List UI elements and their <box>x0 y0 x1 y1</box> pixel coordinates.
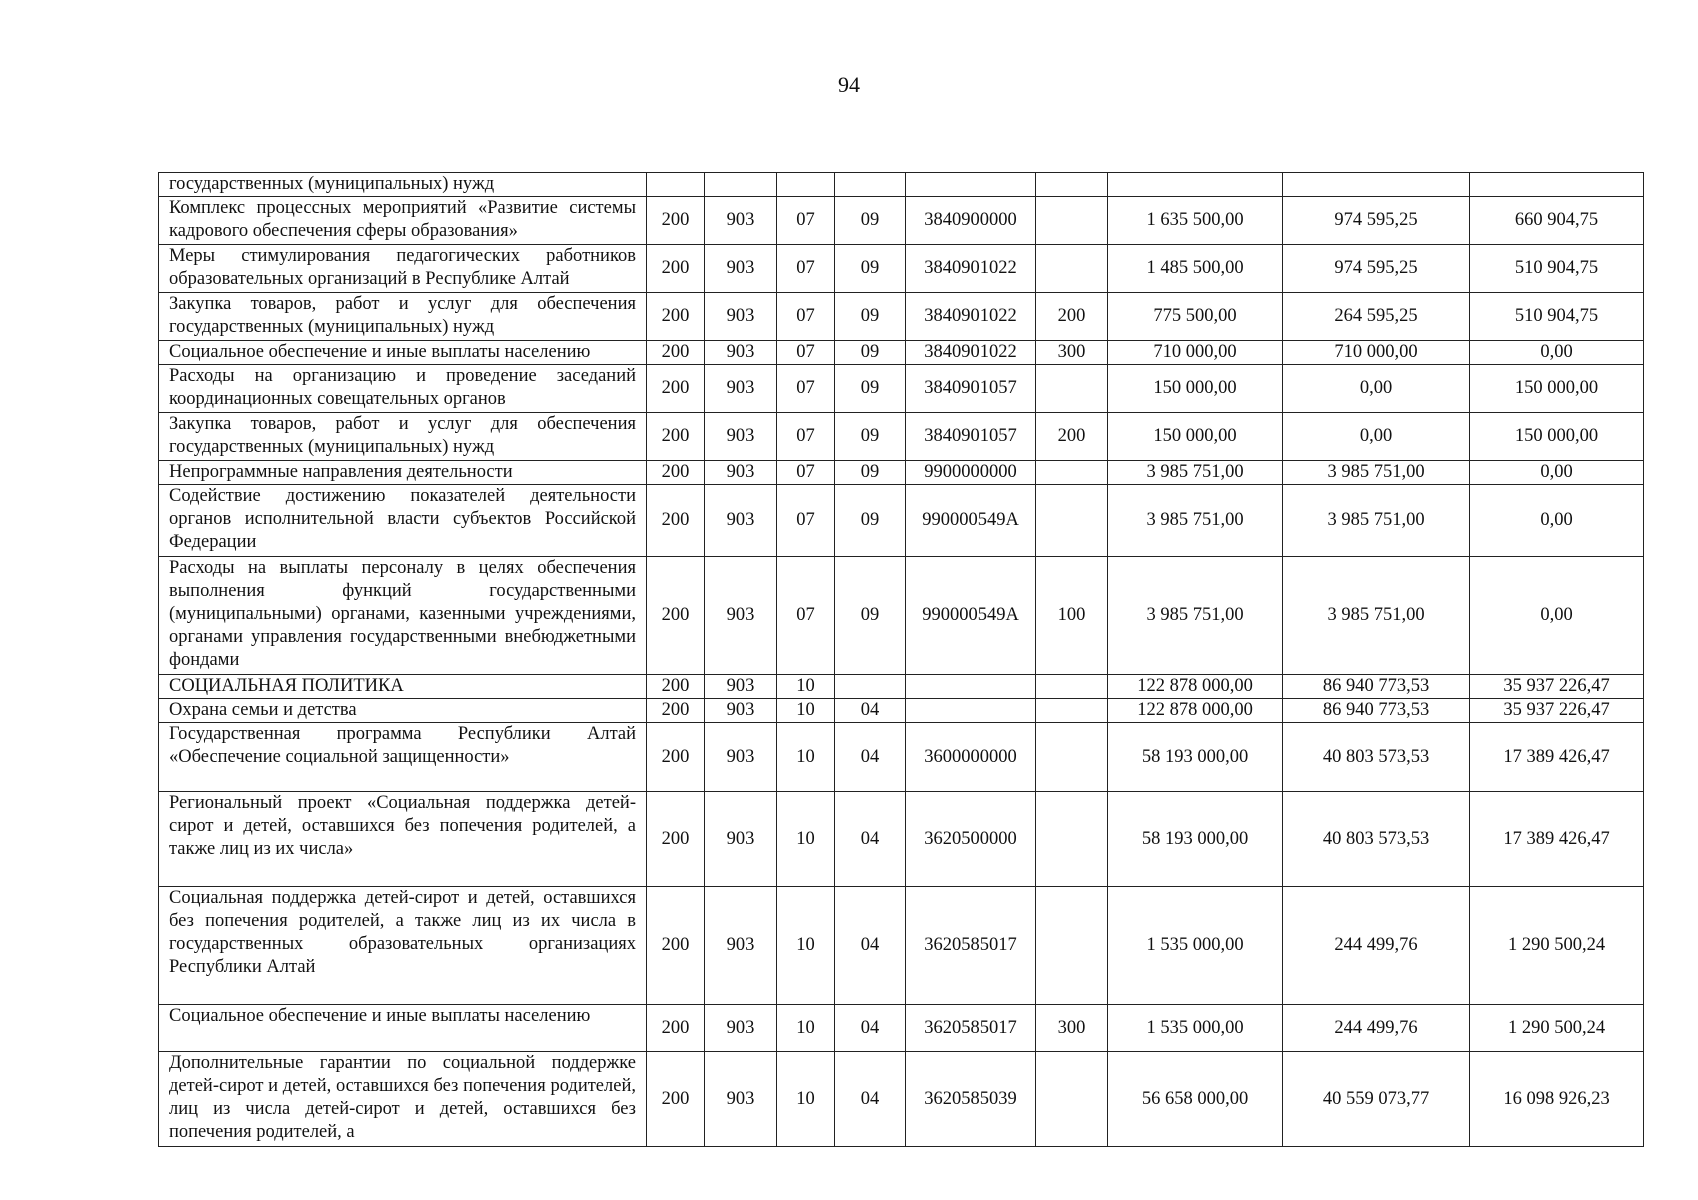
budget-table <box>158 172 1644 1147</box>
subchapter-cell <box>835 173 906 197</box>
table-body <box>159 173 1644 1147</box>
target-article-cell <box>906 173 1036 197</box>
chapter-cell: 10 <box>777 1005 835 1052</box>
subchapter-cell <box>835 675 906 699</box>
section-code-cell: 200 <box>647 485 705 557</box>
page-number: 94 <box>838 72 860 97</box>
subchapter-cell: 04 <box>835 1005 906 1052</box>
subchapter-cell: 09 <box>835 557 906 675</box>
ministry-code-cell: 903 <box>705 723 777 792</box>
remainder-amount-cell: 16 098 926,23 <box>1470 1052 1644 1147</box>
row-name-cell: Меры стимулирования педагогических работников образовательных организаций в Республике Алтай <box>159 245 647 293</box>
row-name-cell: Комплекс процессных мероприятий «Развитие системы кадрового обеспечения сферы образования» <box>159 197 647 245</box>
target-article-cell: 990000549А <box>906 557 1036 675</box>
plan-amount-cell: 150 000,00 <box>1108 365 1283 413</box>
target-article-cell: 3840900000 <box>906 197 1036 245</box>
subchapter-cell: 09 <box>835 365 906 413</box>
section-code-cell: 200 <box>647 1005 705 1052</box>
subchapter-cell: 04 <box>835 723 906 792</box>
remainder-amount-cell: 17 389 426,47 <box>1470 723 1644 792</box>
subchapter-cell: 04 <box>835 1052 906 1147</box>
expense-type-cell: 300 <box>1036 341 1108 365</box>
plan-amount-cell: 1 485 500,00 <box>1108 245 1283 293</box>
ministry-code-cell: 903 <box>705 245 777 293</box>
target-article-cell: 3840901057 <box>906 365 1036 413</box>
row-name-cell: государственных (муниципальных) нужд <box>159 173 647 197</box>
plan-amount-cell: 1 535 000,00 <box>1108 1005 1283 1052</box>
table-row <box>159 557 1644 675</box>
table-row <box>159 723 1644 792</box>
expense-type-cell <box>1036 792 1108 887</box>
table-row <box>159 173 1644 197</box>
ministry-code-cell: 903 <box>705 1052 777 1147</box>
table-row <box>159 485 1644 557</box>
remainder-amount-cell: 1 290 500,24 <box>1470 887 1644 1005</box>
subchapter-cell: 04 <box>835 699 906 723</box>
ministry-code-cell: 903 <box>705 461 777 485</box>
section-code-cell: 200 <box>647 461 705 485</box>
target-article-cell: 9900000000 <box>906 461 1036 485</box>
ministry-code-cell: 903 <box>705 365 777 413</box>
table-row <box>159 887 1644 1005</box>
ministry-code-cell: 903 <box>705 485 777 557</box>
row-name-cell: Расходы на организацию и проведение заседаний координационных совещательных органов <box>159 365 647 413</box>
remainder-amount-cell: 510 904,75 <box>1470 293 1644 341</box>
row-name-cell: Дополнительные гарантии по социальной поддержке детей-сирот и детей, оставшихся без попечения родителей, лиц из числа детей-сирот и детей, оставшихся без попечения родителей, а <box>159 1052 647 1147</box>
executed-amount-cell: 710 000,00 <box>1283 341 1470 365</box>
subchapter-cell: 09 <box>835 461 906 485</box>
ministry-code-cell: 903 <box>705 557 777 675</box>
table-row <box>159 675 1644 699</box>
section-code-cell: 200 <box>647 557 705 675</box>
table-row <box>159 197 1644 245</box>
chapter-cell: 07 <box>777 485 835 557</box>
subchapter-cell: 09 <box>835 197 906 245</box>
section-code-cell: 200 <box>647 413 705 461</box>
chapter-cell: 10 <box>777 792 835 887</box>
plan-amount-cell: 3 985 751,00 <box>1108 461 1283 485</box>
expense-type-cell <box>1036 675 1108 699</box>
remainder-amount-cell: 0,00 <box>1470 461 1644 485</box>
table-row <box>159 699 1644 723</box>
row-name-cell: СОЦИАЛЬНАЯ ПОЛИТИКА <box>159 675 647 699</box>
executed-amount-cell: 244 499,76 <box>1283 1005 1470 1052</box>
plan-amount-cell: 56 658 000,00 <box>1108 1052 1283 1147</box>
expense-type-cell <box>1036 485 1108 557</box>
plan-amount-cell: 710 000,00 <box>1108 341 1283 365</box>
executed-amount-cell: 86 940 773,53 <box>1283 699 1470 723</box>
plan-amount-cell: 122 878 000,00 <box>1108 699 1283 723</box>
section-code-cell: 200 <box>647 341 705 365</box>
expense-type-cell: 300 <box>1036 1005 1108 1052</box>
executed-amount-cell: 264 595,25 <box>1283 293 1470 341</box>
executed-amount-cell: 0,00 <box>1283 365 1470 413</box>
plan-amount-cell: 58 193 000,00 <box>1108 723 1283 792</box>
target-article-cell: 3620585017 <box>906 887 1036 1005</box>
ministry-code-cell: 903 <box>705 293 777 341</box>
section-code-cell: 200 <box>647 887 705 1005</box>
subchapter-cell: 09 <box>835 245 906 293</box>
executed-amount-cell: 3 985 751,00 <box>1283 485 1470 557</box>
ministry-code-cell: 903 <box>705 699 777 723</box>
chapter-cell: 10 <box>777 675 835 699</box>
ministry-code-cell: 903 <box>705 792 777 887</box>
target-article-cell: 3620500000 <box>906 792 1036 887</box>
remainder-amount-cell: 0,00 <box>1470 557 1644 675</box>
row-name-cell: Охрана семьи и детства <box>159 699 647 723</box>
table-row <box>159 1005 1644 1052</box>
subchapter-cell: 09 <box>835 485 906 557</box>
section-code-cell: 200 <box>647 1052 705 1147</box>
section-code-cell: 200 <box>647 293 705 341</box>
target-article-cell: 3840901057 <box>906 413 1036 461</box>
ministry-code-cell: 903 <box>705 1005 777 1052</box>
plan-amount-cell: 3 985 751,00 <box>1108 485 1283 557</box>
chapter-cell <box>777 173 835 197</box>
table-row <box>159 341 1644 365</box>
row-name-cell: Социальное обеспечение и иные выплаты населению <box>159 341 647 365</box>
remainder-amount-cell: 150 000,00 <box>1470 365 1644 413</box>
row-name-cell: Социальное обеспечение и иные выплаты населению <box>159 1005 647 1052</box>
table-row <box>159 413 1644 461</box>
remainder-amount-cell: 17 389 426,47 <box>1470 792 1644 887</box>
ministry-code-cell: 903 <box>705 887 777 1005</box>
expense-type-cell: 100 <box>1036 557 1108 675</box>
expense-type-cell <box>1036 365 1108 413</box>
section-code-cell: 200 <box>647 245 705 293</box>
executed-amount-cell: 0,00 <box>1283 413 1470 461</box>
target-article-cell: 990000549А <box>906 485 1036 557</box>
expense-type-cell <box>1036 887 1108 1005</box>
chapter-cell: 07 <box>777 245 835 293</box>
chapter-cell: 07 <box>777 341 835 365</box>
chapter-cell: 10 <box>777 699 835 723</box>
target-article-cell: 3620585017 <box>906 1005 1036 1052</box>
subchapter-cell: 09 <box>835 341 906 365</box>
row-name-cell: Содействие достижению показателей деятельности органов исполнительной власти субъектов Российской Федерации <box>159 485 647 557</box>
expense-type-cell <box>1036 461 1108 485</box>
section-code-cell: 200 <box>647 723 705 792</box>
executed-amount-cell: 40 803 573,53 <box>1283 723 1470 792</box>
executed-amount-cell: 3 985 751,00 <box>1283 557 1470 675</box>
subchapter-cell: 04 <box>835 887 906 1005</box>
section-code-cell <box>647 173 705 197</box>
target-article-cell <box>906 675 1036 699</box>
table-row <box>159 293 1644 341</box>
expense-type-cell <box>1036 1052 1108 1147</box>
table-row <box>159 1052 1644 1147</box>
plan-amount-cell: 1 635 500,00 <box>1108 197 1283 245</box>
table-row <box>159 365 1644 413</box>
target-article-cell <box>906 699 1036 723</box>
executed-amount-cell: 244 499,76 <box>1283 887 1470 1005</box>
expense-type-cell <box>1036 723 1108 792</box>
plan-amount-cell: 58 193 000,00 <box>1108 792 1283 887</box>
row-name-cell: Расходы на выплаты персоналу в целях обеспечения выполнения функций государственными (муниципальными) органами, казенными учреждениями, органами управления государственными внебюджетными фондами <box>159 557 647 675</box>
remainder-amount-cell: 35 937 226,47 <box>1470 675 1644 699</box>
chapter-cell: 07 <box>777 365 835 413</box>
section-code-cell: 200 <box>647 792 705 887</box>
subchapter-cell: 04 <box>835 792 906 887</box>
chapter-cell: 10 <box>777 1052 835 1147</box>
target-article-cell: 3840901022 <box>906 341 1036 365</box>
plan-amount-cell: 150 000,00 <box>1108 413 1283 461</box>
plan-amount-cell <box>1108 173 1283 197</box>
expense-type-cell: 200 <box>1036 413 1108 461</box>
expense-type-cell <box>1036 245 1108 293</box>
expense-type-cell: 200 <box>1036 293 1108 341</box>
row-name-cell: Закупка товаров, работ и услуг для обеспечения государственных (муниципальных) нужд <box>159 293 647 341</box>
section-code-cell: 200 <box>647 197 705 245</box>
target-article-cell: 3620585039 <box>906 1052 1036 1147</box>
remainder-amount-cell <box>1470 173 1644 197</box>
section-code-cell: 200 <box>647 675 705 699</box>
section-code-cell: 200 <box>647 365 705 413</box>
remainder-amount-cell: 510 904,75 <box>1470 245 1644 293</box>
row-name-cell: Социальная поддержка детей-сирот и детей, оставшихся без попечения родителей, а также лиц из их числа в государственных образовательных организациях Республики Алтай <box>159 887 647 1005</box>
row-name-cell: Закупка товаров, работ и услуг для обеспечения государственных (муниципальных) нужд <box>159 413 647 461</box>
executed-amount-cell: 40 559 073,77 <box>1283 1052 1470 1147</box>
executed-amount-cell <box>1283 173 1470 197</box>
section-code-cell: 200 <box>647 699 705 723</box>
executed-amount-cell: 3 985 751,00 <box>1283 461 1470 485</box>
expense-type-cell <box>1036 173 1108 197</box>
remainder-amount-cell: 1 290 500,24 <box>1470 1005 1644 1052</box>
plan-amount-cell: 775 500,00 <box>1108 293 1283 341</box>
ministry-code-cell: 903 <box>705 675 777 699</box>
ministry-code-cell: 903 <box>705 341 777 365</box>
chapter-cell: 10 <box>777 887 835 1005</box>
expense-type-cell <box>1036 699 1108 723</box>
table-row <box>159 792 1644 887</box>
executed-amount-cell: 974 595,25 <box>1283 245 1470 293</box>
remainder-amount-cell: 0,00 <box>1470 485 1644 557</box>
remainder-amount-cell: 0,00 <box>1470 341 1644 365</box>
remainder-amount-cell: 35 937 226,47 <box>1470 699 1644 723</box>
chapter-cell: 07 <box>777 413 835 461</box>
target-article-cell: 3840901022 <box>906 245 1036 293</box>
expense-type-cell <box>1036 197 1108 245</box>
plan-amount-cell: 122 878 000,00 <box>1108 675 1283 699</box>
chapter-cell: 07 <box>777 461 835 485</box>
remainder-amount-cell: 150 000,00 <box>1470 413 1644 461</box>
subchapter-cell: 09 <box>835 293 906 341</box>
target-article-cell: 3600000000 <box>906 723 1036 792</box>
row-name-cell: Региональный проект «Социальная поддержка детей-сирот и детей, оставшихся без попечения родителей, а также лиц из их числа» <box>159 792 647 887</box>
row-name-cell: Непрограммные направления деятельности <box>159 461 647 485</box>
table-row <box>159 245 1644 293</box>
chapter-cell: 07 <box>777 293 835 341</box>
chapter-cell: 10 <box>777 723 835 792</box>
table-row <box>159 461 1644 485</box>
ministry-code-cell: 903 <box>705 413 777 461</box>
executed-amount-cell: 40 803 573,53 <box>1283 792 1470 887</box>
plan-amount-cell: 3 985 751,00 <box>1108 557 1283 675</box>
plan-amount-cell: 1 535 000,00 <box>1108 887 1283 1005</box>
executed-amount-cell: 974 595,25 <box>1283 197 1470 245</box>
chapter-cell: 07 <box>777 557 835 675</box>
subchapter-cell: 09 <box>835 413 906 461</box>
remainder-amount-cell: 660 904,75 <box>1470 197 1644 245</box>
executed-amount-cell: 86 940 773,53 <box>1283 675 1470 699</box>
ministry-code-cell <box>705 173 777 197</box>
chapter-cell: 07 <box>777 197 835 245</box>
row-name-cell: Государственная программа Республики Алтай «Обеспечение социальной защищенности» <box>159 723 647 792</box>
target-article-cell: 3840901022 <box>906 293 1036 341</box>
ministry-code-cell: 903 <box>705 197 777 245</box>
